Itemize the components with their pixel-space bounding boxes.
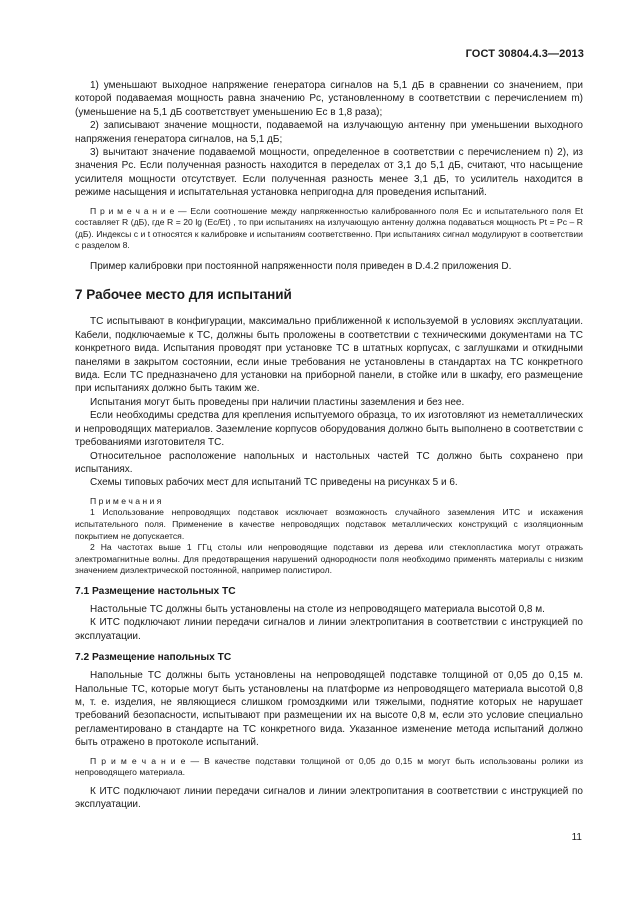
section-7-2-note [75,756,583,779]
section-7-1-paragraph-1: Настольные ТС должны быть установлены на столе из непроводящего материала высотой 0,8 м. [90,603,545,615]
section-7-2-paragraph: Напольные ТС должны быть установлены на непроводящей подставке толщиной от 0,05 до 0,15 м. Напольные ТС, которые могут быть установлены на платформе из непроводящего материала высотой 0,8 м, т. е. изделия, не являющиеся слишком громоздкими или тяжелыми, поднятие которых не нарушает требований безопасности, испытывают при размещении их на высоте 0,8 м, если это условие специально регламентировано в стандарте на ТС конкретного вида. Указанное изменение метода испытаний должно быть отражено в протоколе испытаний. [75,670,583,749]
section-7-notes-label: П р и м е ч а н и я [90,495,162,506]
note-1 [75,206,583,252]
section-7-note-1: 1 Использование непроводящих подставок исключает возможность случайного заземления ИТС и искажения испытательного поля. Применение в качестве непроводящих подставок металлических конструкций с изоляционным покрытием не допускается. [75,507,583,541]
section-7-2-final: К ИТС подключают линии передачи сигналов и линии электропитания в соответствии с инструкцией по эксплуатации. [75,785,583,811]
section-7-2-note-text: — В качестве подставки толщиной от 0,05 до 0,15 м могут быть использованы ролики из непроводящего материала. [75,755,584,778]
step-3: 3) вычитают значение подаваемой мощности, определенное в соответствии с перечислением n) 2), из значения Pс. Если полученная разность находится в переделах от 3,1 до 5,1 дБ, считают, что насыщение усилителя мощности отсутствует. Если полученная разность менее 3,1 дБ, то усилитель находится в режиме насыщения и испытательная установка непригодна для проведения испытаний. [75,147,583,199]
section-7-2-title: 7.2 Размещение напольных ТС [75,652,232,664]
note-1-text: — Если соотношение между напряженностью калиброванного поля Eс и испытательного поля Et составляет R (дБ), где R = 20 lg (Eс/Et) , то при испытаниях на излучающую антенну должна подаваться мощность Pt = Pс – R (дБ). Индексы c и t относятся к калибровке и испытаниям соответственно. При испытаниях сигнал модулируют в соответствии с разделом 8. [75,205,584,251]
calibration-example: Пример калибровки при постоянной напряженности поля приведен в D.4.2 приложения D. [90,261,512,273]
section-7-title: 7 Рабочее место для испытаний [75,287,292,303]
section-7-paragraph-3: Если необходимы средства для крепления испытуемого образца, то их изготовляют из неметаллических и непроводящих материалов. Заземление корпусов оборудования должно быть выполнено в соответствии с требованиями изготовителя ТС. [75,410,583,449]
section-7-paragraph-4: Относительное расположение напольных и настольных частей ТС должно быть сохранено при испытаниях. [75,450,583,475]
step-1: 1) уменьшают выходное напряжение генератора сигналов на 5,1 дБ в сравнении со значением, при которой подаваемая мощность равна значению Pс, установленному в соответствии с перечислением m) (уменьшение на 5,1 дБ соответствует уменьшению Eс в 1,8 раза); [75,80,583,118]
step-2: 2) записывают значение мощности, подаваемой на излучающую антенну при уменьшении выходного напряжения генератора сигналов, на 5,1 дБ; [75,120,583,145]
section-7-paragraph-5: Схемы типовых рабочих мест для испытаний ТС приведены на рисунках 5 и 6. [90,477,458,489]
section-7-note-2: 2 На частотах выше 1 ГГц столы или непроводящие подставки из дерева или стеклопластика могут отражать электромагнитные волны. Для предотвращения нарушений однородности поля необходимо применять материалы с низким значением диэлектрической постоянной, например полистирол. [75,542,583,576]
note-1-label: П р и м е ч а н и е [90,205,175,216]
section-7-1-title: 7.1 Размещение настольных ТС [75,585,236,597]
section-7-2-note-label: П р и м е ч а н и е [90,755,186,766]
page-content [75,79,583,812]
section-7-1-paragraph-2: К ИТС подключают линии передачи сигналов и линии электропитания в соответствии с инструкцией по эксплуатации. [75,617,583,642]
section-7-paragraph-2: Испытания могут быть проведены при наличии пластины заземления и без нее. [90,396,465,408]
standard-header: ГОСТ 30804.4.3—2013 [465,48,584,60]
section-7-paragraph-1: ТС испытывают в конфигурации, максимально приближенной к используемой в условиях эксплуатации. Кабели, подключаемые к ТС, должны быть проложены в соответствии с техническими документами на ТС конкретного вида. Испытания проводят при установке ТС в штатных корпусах, с заглушками и откидными панелями в закрытом состоянии, если иные требования не установлены в стандартах на ТС конкретного вида. Если ТС предназначено для установки на приборной панели, в стойке или в шкафу, его размещение при испытаниях должно быть таким же. [75,316,583,395]
page-number: 11 [571,832,582,843]
